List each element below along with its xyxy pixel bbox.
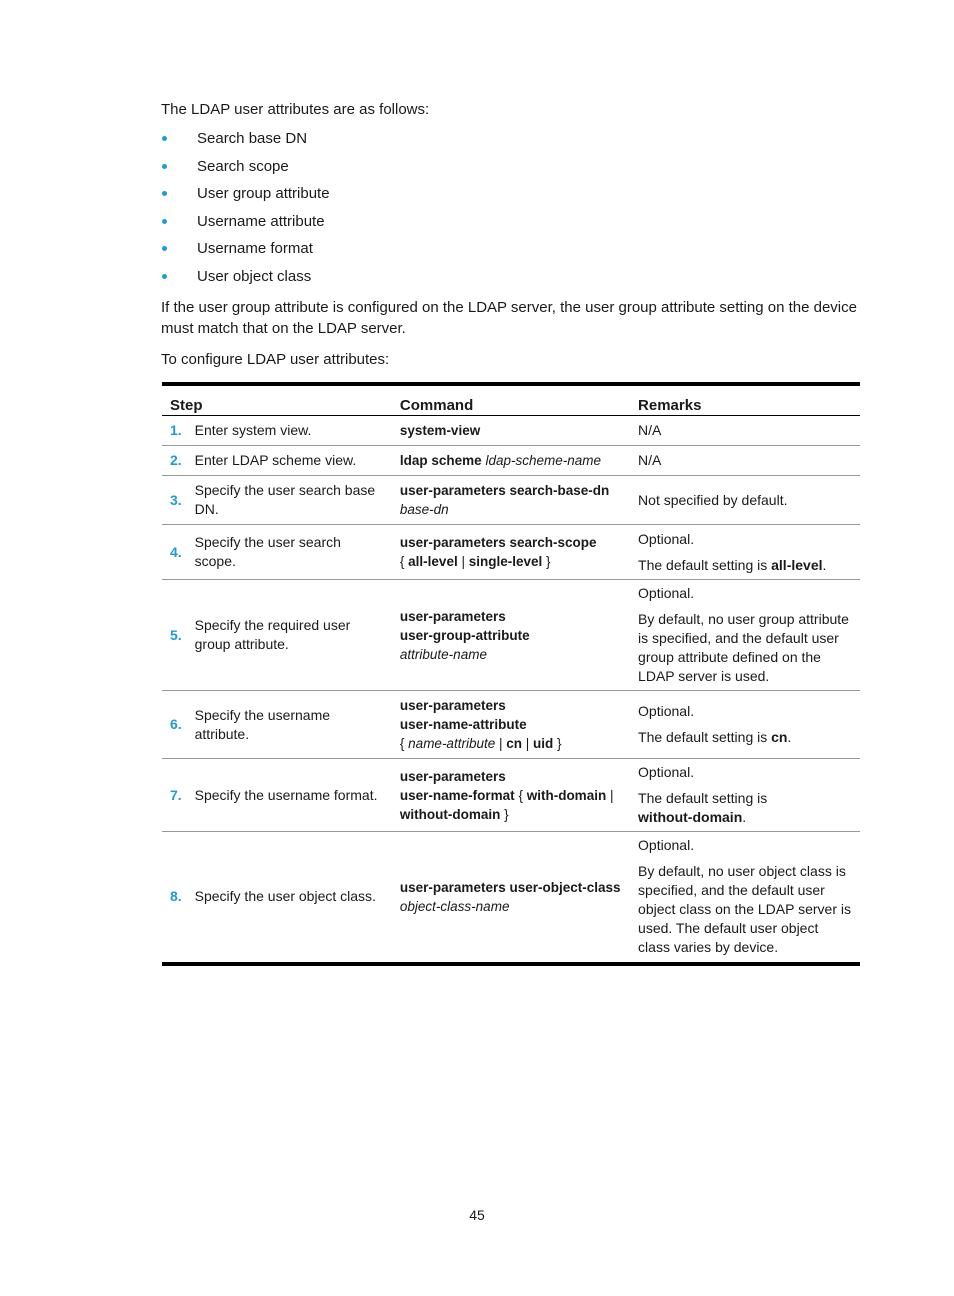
step-remarks [630, 580, 860, 691]
text-run: Optional. [638, 530, 695, 547]
bullet-dot-icon [162, 191, 167, 196]
text-run: The default setting is [638, 556, 772, 573]
text-run: all-level [408, 554, 458, 569]
step-command [392, 759, 630, 832]
note-text: If the user group attribute is configured on the LDAP server, the user group attribute setting on the device must match that on the LDAP server. [161, 298, 857, 337]
table-row [162, 446, 860, 476]
step-command [392, 691, 630, 759]
table-row [162, 525, 860, 580]
text-run: name-attribute [408, 736, 496, 751]
intro-text: The LDAP user attributes are as follows: [161, 101, 430, 118]
step-remarks [630, 525, 860, 580]
remark-paragraph [638, 789, 852, 827]
step-command [392, 580, 630, 691]
step-remarks [630, 416, 860, 446]
step-description: Specify the username attribute. [187, 691, 392, 759]
document-body [161, 99, 864, 370]
step-number: 6. [162, 691, 187, 759]
step-number: 5. [162, 580, 187, 691]
step-description: Specify the user object class. [187, 832, 392, 964]
bullet-dot-icon [162, 136, 167, 141]
text-run: | [457, 554, 469, 569]
page-number: 45 [469, 1207, 485, 1223]
step-number: 2. [162, 446, 187, 476]
step-description: Enter system view. [194, 422, 312, 438]
text-run: cn [771, 729, 788, 745]
list-item [161, 211, 864, 239]
step-number: 7. [162, 759, 187, 832]
text-run: By default, no user group attribute is specified, and the default user group attribute defined on the LDAP server is used. [638, 611, 849, 684]
text-run: system-view [399, 423, 481, 438]
text-run: base-dn [399, 502, 449, 517]
step-number: 8. [162, 832, 187, 964]
list-item [161, 156, 864, 184]
table-row [162, 476, 860, 525]
text-run: Not specified by default. [638, 491, 788, 508]
text-run: { [399, 554, 409, 569]
bullet-dot-icon [162, 164, 167, 169]
step-remarks [630, 691, 860, 759]
list-item-text: User object class [197, 267, 312, 285]
remark-paragraph [638, 584, 852, 603]
list-item-text: Username format [197, 240, 313, 258]
remark-paragraph [638, 728, 852, 747]
text-run: without-domain [399, 806, 501, 822]
list-item [161, 266, 864, 294]
remark-paragraph [638, 530, 852, 549]
list-item [161, 128, 864, 156]
text-run: ldap scheme [399, 453, 486, 468]
text-run: ldap-scheme-name [485, 453, 602, 468]
text-run: . [787, 729, 792, 745]
header-remarks: Remarks [630, 384, 860, 416]
text-run: user-parameters [399, 698, 506, 713]
list-item-text: Search scope [197, 157, 289, 175]
lead-text: To configure LDAP user attributes: [161, 350, 390, 368]
remark-paragraph [638, 451, 852, 470]
step-description: Specify the required user group attribute. [187, 580, 392, 691]
text-run: } [500, 806, 509, 822]
text-run: By default, no user object class is specified, and the default user object class on the LDAP server is used. The default user object class varies by device. [638, 863, 851, 956]
text-run: The default setting is [638, 790, 768, 806]
attribute-list [161, 128, 864, 294]
text-run: user-parameters search-base-dn [399, 483, 610, 498]
bullet-dot-icon [162, 274, 167, 279]
text-run: { [399, 736, 409, 751]
list-item [161, 238, 864, 266]
step-description: Specify the user search base DN. [187, 476, 392, 525]
text-run: user-name-format [399, 787, 515, 803]
list-item [161, 183, 864, 211]
text-run: Optional. [638, 837, 695, 854]
table-row [162, 759, 860, 832]
remark-paragraph [638, 763, 852, 782]
text-run: cn [506, 736, 522, 751]
text-run: uid [533, 736, 554, 751]
text-run: user-name-attribute [399, 717, 527, 732]
text-run: } [553, 736, 562, 751]
text-run: object-class-name [399, 898, 510, 914]
step-remarks [630, 446, 860, 476]
step-remarks [630, 759, 860, 832]
text-run: with-domain [526, 787, 607, 803]
list-item-text: Search base DN [197, 130, 308, 147]
table-row [162, 416, 860, 446]
list-item-text: User group attribute [197, 185, 330, 203]
text-run: N/A [638, 452, 662, 468]
bullet-dot-icon [162, 246, 167, 251]
text-run: user-parameters search-scope [399, 535, 597, 550]
configuration-steps-table [162, 382, 860, 966]
text-run: user-parameters [399, 608, 506, 624]
text-run: | [522, 736, 534, 751]
text-run: The default setting is [638, 729, 772, 745]
table-row [162, 580, 860, 691]
header-step: Step [162, 384, 392, 416]
step-command [392, 832, 630, 964]
remark-paragraph [638, 702, 852, 721]
text-run: without-domain [638, 809, 743, 825]
step-command [392, 416, 630, 446]
text-run: single-level [468, 554, 543, 569]
remark-paragraph [638, 421, 852, 440]
text-run: user-group-attribute [399, 627, 530, 643]
text-run: . [822, 556, 827, 573]
step-description: Enter LDAP scheme view. [187, 446, 392, 476]
text-run: Optional. [638, 585, 695, 601]
step-command [392, 476, 630, 525]
text-run: Optional. [638, 764, 695, 780]
step-command [392, 446, 630, 476]
text-run: { [514, 787, 527, 803]
text-run: user-parameters user-object-class [399, 879, 621, 895]
step-number: 4. [162, 525, 187, 580]
remark-paragraph [638, 610, 852, 686]
step-remarks [630, 832, 860, 964]
text-run: user-parameters [399, 768, 506, 784]
remark-paragraph [638, 836, 852, 855]
step-remarks [630, 476, 860, 525]
remark-paragraph [638, 556, 852, 575]
text-run: . [742, 809, 747, 825]
list-item-text: Username attribute [197, 212, 325, 230]
step-description: Specify the user search scope. [187, 525, 392, 580]
table-header-row [162, 384, 860, 416]
text-run: attribute-name [399, 646, 487, 662]
step-command [392, 525, 630, 580]
step-description: Specify the username format. [187, 759, 392, 832]
text-run: | [606, 787, 614, 803]
text-run: N/A [638, 422, 662, 438]
header-command: Command [392, 384, 630, 416]
bullet-dot-icon [162, 219, 167, 224]
table-row [162, 691, 860, 759]
step-number: 1. [170, 422, 182, 438]
text-run: Optional. [638, 703, 695, 719]
text-run: | [495, 736, 507, 751]
remark-paragraph [638, 862, 852, 957]
text-run: all-level [771, 556, 823, 573]
step-number: 3. [162, 476, 187, 525]
table-row [162, 832, 860, 964]
remark-paragraph [638, 491, 852, 510]
text-run: } [542, 554, 551, 569]
